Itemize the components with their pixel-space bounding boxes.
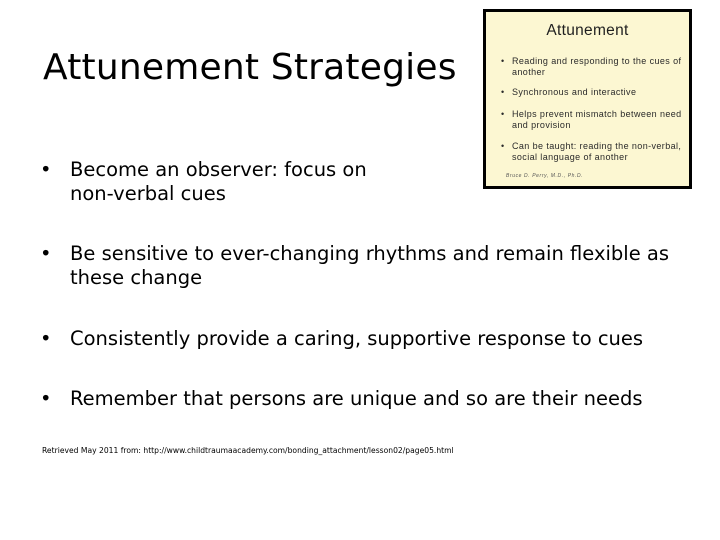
thumbnail-credit: Bruce D. Perry, M.D., Ph.D.: [506, 173, 584, 179]
thumbnail-item-text: Can be taught: reading the non-verbal, social language of another: [512, 141, 682, 162]
bullet-text: Be sensitive to ever-changing rhythms and remain flexible as these change: [70, 242, 670, 289]
thumbnail-item-text: Synchronous and interactive: [512, 87, 637, 97]
bullet-text: Become an observer: focus on non-verbal cues: [70, 158, 367, 205]
thumbnail-bullet: •: [501, 109, 505, 119]
thumbnail-bullet: •: [501, 56, 505, 66]
thumbnail-bullet: •: [501, 87, 505, 97]
bullet-text: Consistently provide a caring, supportive response to cues: [70, 327, 644, 350]
bullet-marker: •: [40, 327, 52, 350]
thumbnail-item-text: Reading and responding to the cues of another: [512, 56, 682, 77]
bullet-item: [40, 387, 690, 411]
bullet-marker: •: [40, 242, 52, 265]
thumbnail-item: [501, 56, 687, 78]
thumbnail-title: Attunement: [546, 22, 629, 39]
bullet-marker: •: [40, 158, 52, 181]
bullet-item: [40, 158, 400, 206]
bullet-item: [40, 242, 690, 290]
thumbnail-bullet: •: [501, 141, 505, 151]
thumbnail-panel: [486, 12, 689, 186]
thumbnail-item: [501, 87, 687, 98]
thumbnail-item: [501, 141, 687, 163]
bullet-marker: •: [40, 387, 52, 410]
bullet-item: [40, 327, 690, 351]
source-citation: Retrieved May 2011 from: http://www.childtraumaacademy.com/bonding_attachment/lesson02/page05.html: [42, 446, 454, 455]
thumbnail-item: [501, 109, 687, 131]
thumbnail-item-text: Helps prevent mismatch between need and provision: [512, 109, 682, 130]
attunement-thumbnail: [483, 9, 692, 189]
bullet-text: Remember that persons are unique and so are their needs: [70, 387, 643, 410]
slide-title: Attunement Strategies: [43, 47, 457, 88]
